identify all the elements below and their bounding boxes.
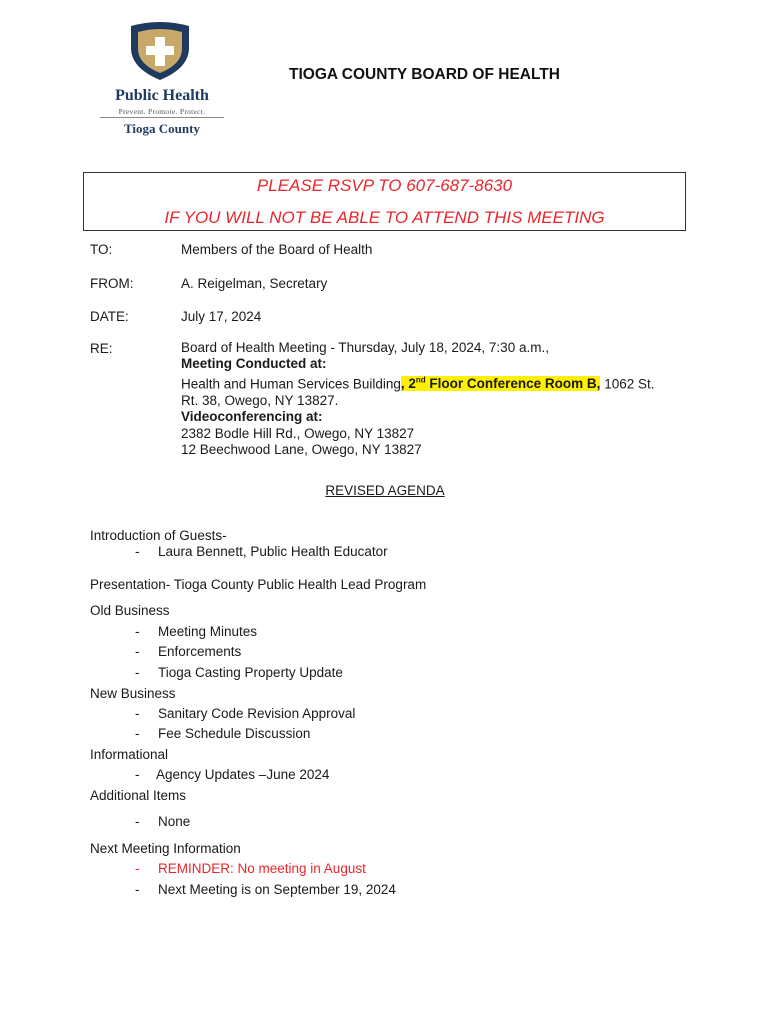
additional-item: None bbox=[158, 814, 191, 829]
to-label: TO: bbox=[90, 242, 113, 257]
rsvp-line-2: IF YOU WILL NOT BE ABLE TO ATTEND THIS MEETING bbox=[164, 208, 605, 227]
next-meeting-heading: Next Meeting Information bbox=[90, 841, 241, 856]
next-meeting-date: Next Meeting is on September 19, 2024 bbox=[158, 882, 396, 897]
date-label: DATE: bbox=[90, 309, 129, 324]
old-business-heading: Old Business bbox=[90, 603, 170, 618]
informational-item: Agency Updates –June 2024 bbox=[156, 767, 330, 782]
list-dash: - bbox=[135, 624, 140, 639]
old-business-item: Tioga Casting Property Update bbox=[158, 665, 343, 680]
additional-items-heading: Additional Items bbox=[90, 788, 187, 803]
location-city-line: Rt. 38, Owego, NY 13827. bbox=[181, 392, 339, 408]
informational-heading: Informational bbox=[90, 747, 169, 762]
from-label: FROM: bbox=[90, 276, 134, 291]
video-location-1: 2382 Bodle Hill Rd., Owego, NY 13827 bbox=[181, 425, 415, 441]
location-highlight-pre: , 2 bbox=[400, 376, 416, 392]
rsvp-line-1: PLEASE RSVP TO 607-687-8630 bbox=[256, 176, 513, 195]
list-dash: - bbox=[135, 882, 140, 897]
location-highlight-sup: nd bbox=[415, 375, 426, 385]
meeting-location-line bbox=[181, 373, 681, 393]
logo-tagline: Prevent. Promote. Protect. bbox=[118, 107, 206, 116]
videoconferencing-label: Videoconferencing at: bbox=[181, 409, 323, 425]
next-meeting-reminder: REMINDER: No meeting in August bbox=[158, 861, 366, 876]
location-highlight bbox=[401, 376, 601, 391]
list-dash: - bbox=[135, 665, 140, 680]
logo-divider bbox=[100, 117, 224, 118]
new-business-heading: New Business bbox=[90, 686, 176, 701]
new-business-item: Fee Schedule Discussion bbox=[158, 726, 311, 741]
list-dash: - bbox=[135, 726, 140, 741]
re-details bbox=[181, 340, 681, 458]
location-building: Health and Human Services Building bbox=[181, 376, 401, 392]
new-business-item: Sanitary Code Revision Approval bbox=[158, 706, 356, 721]
logo-county-text: Tioga County bbox=[124, 121, 200, 136]
from-value: A. Reigelman, Secretary bbox=[181, 276, 328, 291]
shield-cross-icon bbox=[125, 20, 195, 82]
intro-heading: Introduction of Guests- bbox=[90, 528, 227, 543]
old-business-item: Enforcements bbox=[158, 644, 242, 659]
to-value: Members of the Board of Health bbox=[181, 242, 373, 257]
location-highlight-post: Floor Conference Room B, bbox=[425, 376, 601, 392]
re-meeting-line: Board of Health Meeting - Thursday, July 18, 2024, 7:30 a.m., bbox=[181, 340, 549, 355]
location-street: 1062 St. bbox=[600, 376, 655, 392]
presentation-line: Presentation- Tioga County Public Health Lead Program bbox=[90, 577, 427, 592]
old-business-item: Meeting Minutes bbox=[158, 624, 258, 639]
public-health-logo bbox=[100, 20, 224, 140]
agenda-title: REVISED AGENDA bbox=[325, 483, 445, 498]
list-dash: - bbox=[135, 706, 140, 721]
list-dash: - bbox=[135, 814, 140, 829]
list-dash: - bbox=[135, 644, 140, 659]
list-dash: - bbox=[135, 767, 140, 782]
date-value: July 17, 2024 bbox=[181, 309, 262, 324]
logo-brand-text: Public Health bbox=[115, 87, 209, 104]
document-title: TIOGA COUNTY BOARD OF HEALTH bbox=[289, 66, 560, 83]
list-dash: - bbox=[135, 544, 140, 559]
list-dash: - bbox=[135, 861, 140, 876]
rsvp-notice-box bbox=[83, 172, 686, 231]
re-label: RE: bbox=[90, 341, 113, 356]
video-location-2: 12 Beechwood Lane, Owego, NY 13827 bbox=[181, 441, 422, 457]
intro-item: Laura Bennett, Public Health Educator bbox=[158, 544, 388, 559]
meeting-conducted-label: Meeting Conducted at: bbox=[181, 356, 327, 372]
